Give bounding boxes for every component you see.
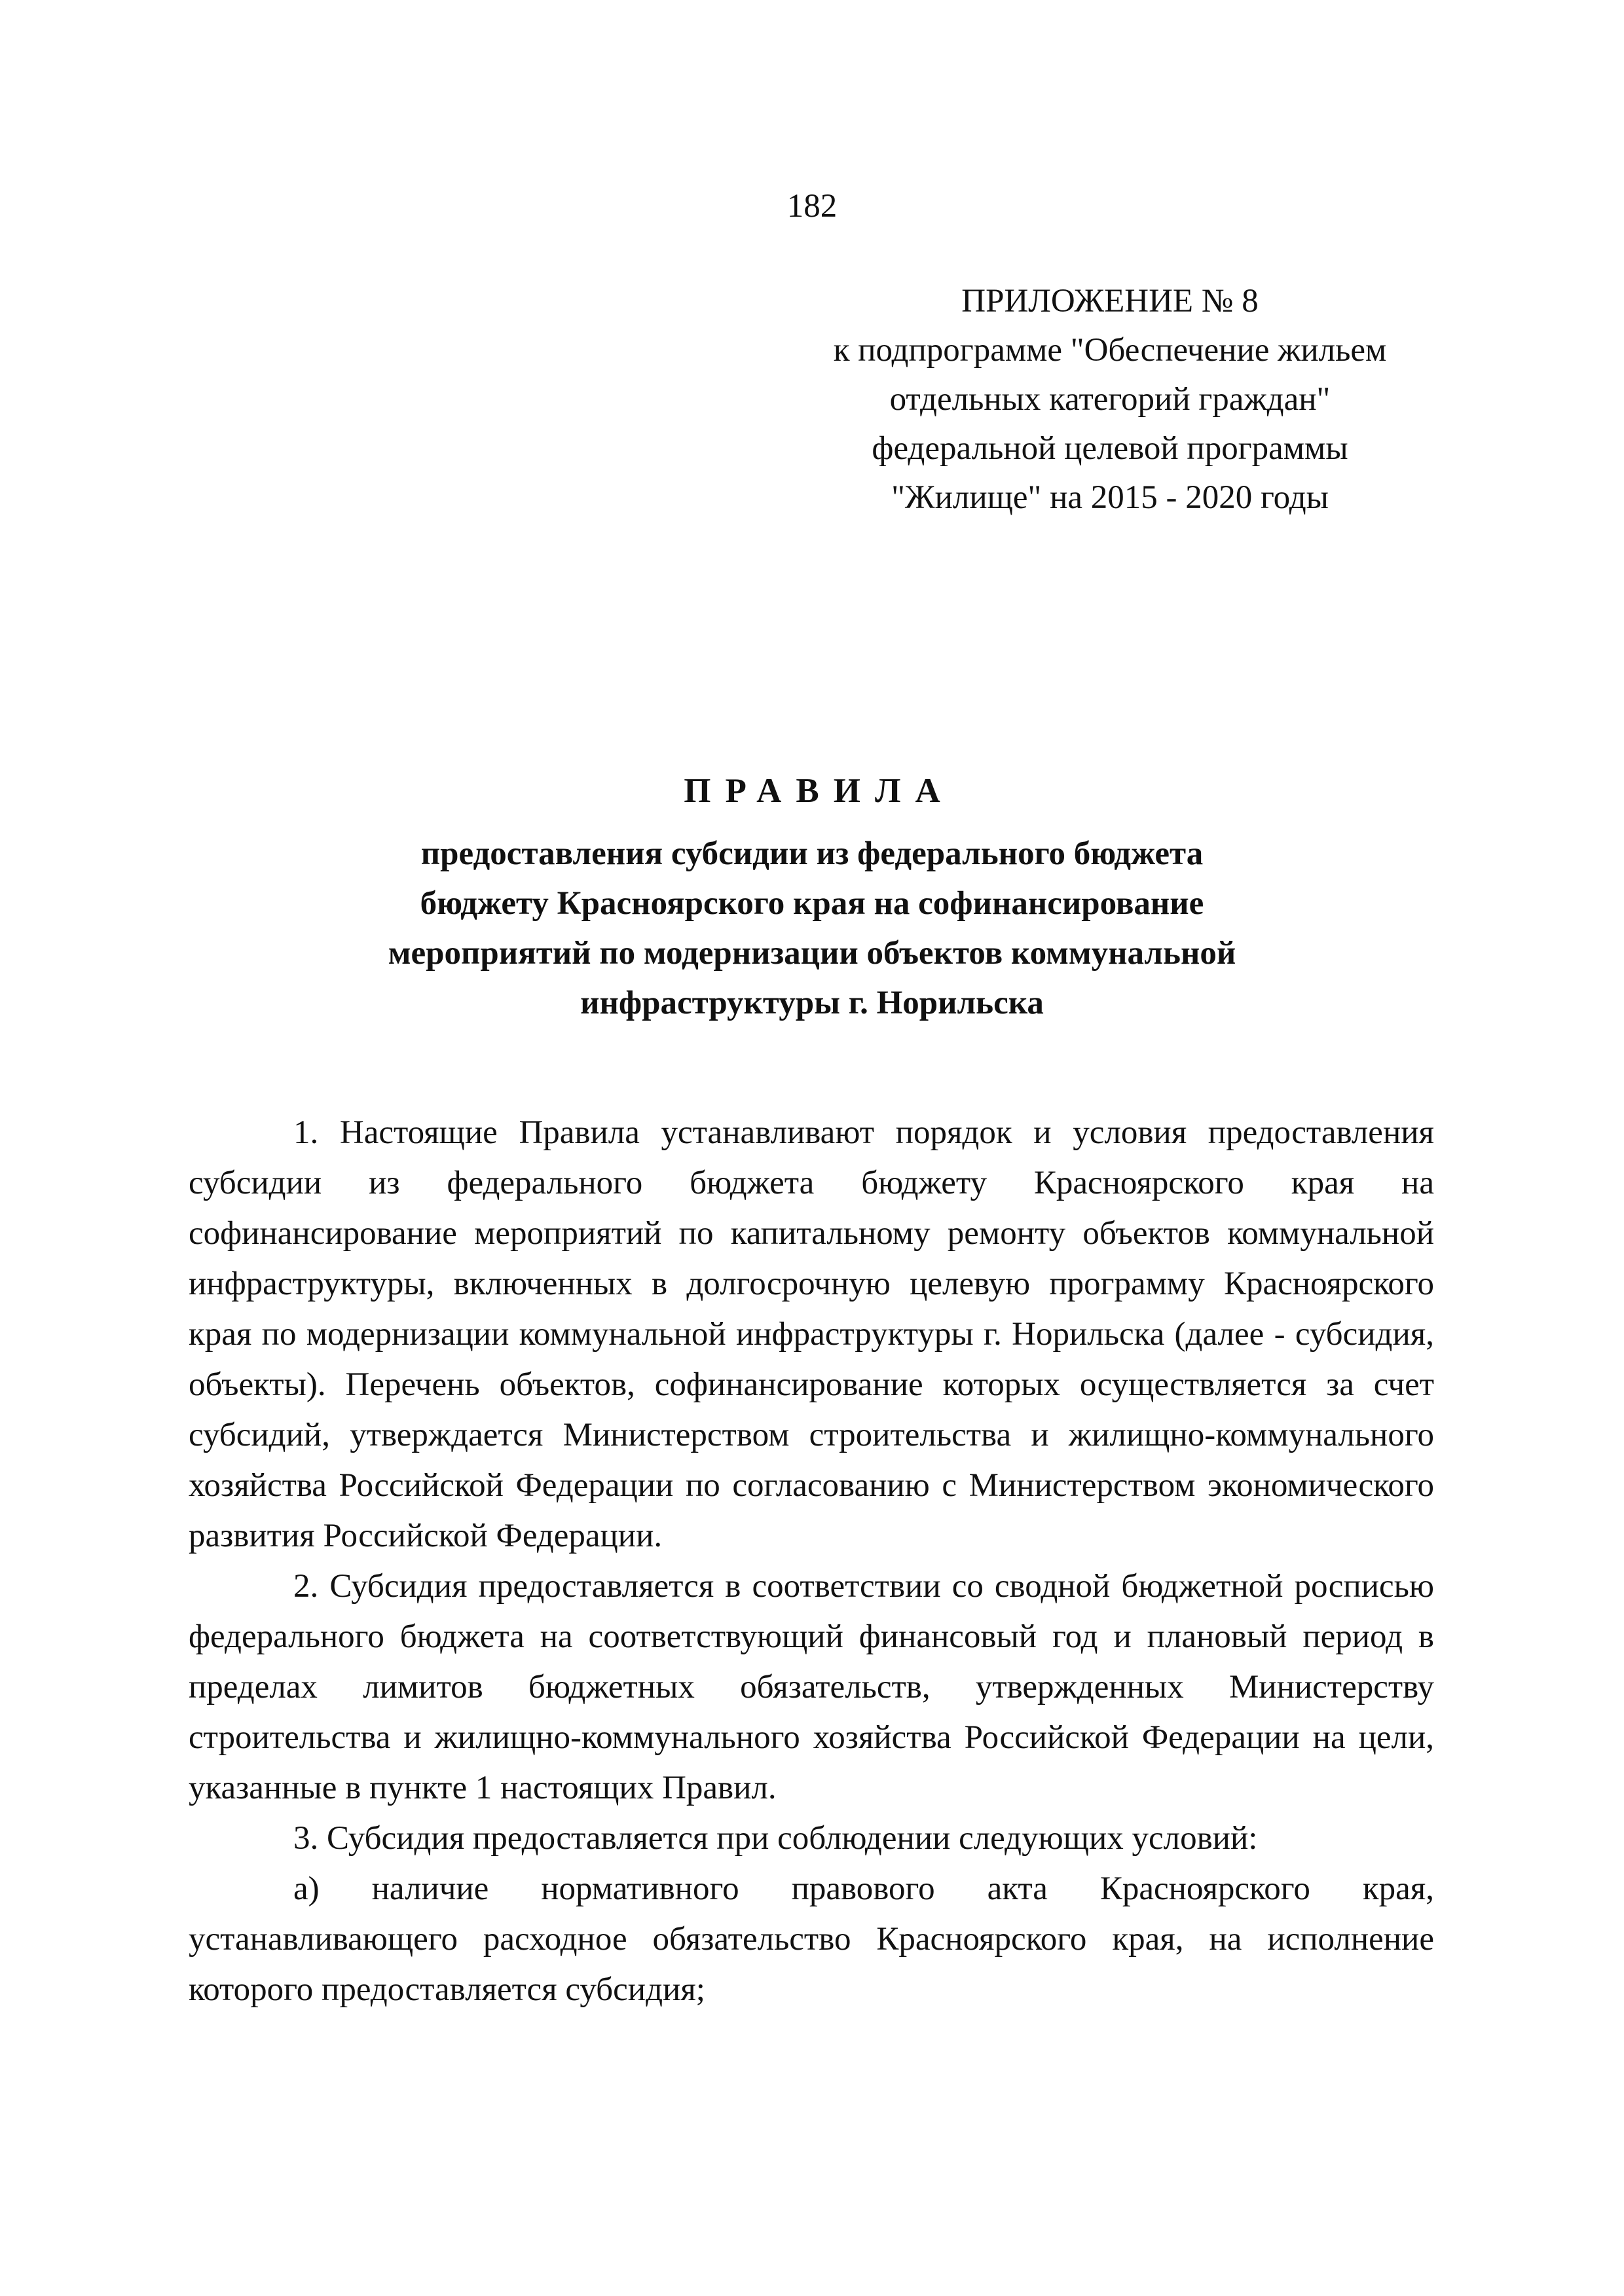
subtitle-line: инфраструктуры г. Норильска (580, 985, 1044, 1021)
page-number: 182 (786, 188, 838, 225)
title-block (0, 765, 1624, 1028)
appendix-reference-line: федеральной целевой программы (872, 430, 1348, 467)
appendix-reference-line: "Жилище" на 2015 - 2020 годы (891, 479, 1329, 516)
paragraph-3a: а) наличие нормативного правового акта Красноярского края, устанавливающего расходное обязательство Красноярского края, на исполнение которого предоставляется субсидия; (189, 1870, 1434, 2008)
paragraph-2: 2. Субсидия предоставляется в соответствии со сводной бюджетной росписью федерального бюджета на соответствующий финансовый год и плановый период в пределах лимитов бюджетных обязательств, утвержденных Министерству строительства и жилищно-коммунального хозяйства Российской Федерации на цели, указанные в пункте 1 настоящих Правил. (189, 1568, 1434, 1806)
paragraph-1: 1. Настоящие Правила устанавливают порядок и условия предоставления субсидии из федерального бюджета бюджету Красноярского края на софинансирование мероприятий по капитальному ремонту объектов коммунальной инфраструктуры, включенных в долгосрочную целевую программу Красноярского края по модернизации коммунальной инфраструктуры г. Норильска (далее - субсидия, объекты). Перечень объектов, софинансирование которых осуществляется за счет субсидий, утверждается Министерством строительства и жилищно-коммунального хозяйства Российской Федерации по согласованию с Министерством экономического развития Российской Федерации. (189, 1114, 1434, 1554)
paragraph-3: 3. Субсидия предоставляется при соблюдении следующих условий: (293, 1820, 1258, 1857)
appendix-label: ПРИЛОЖЕНИЕ № 8 (961, 283, 1259, 319)
appendix-header (773, 277, 1447, 522)
document-title: ПРАВИЛА (684, 772, 955, 810)
subtitle-line: бюджету Красноярского края на софинансирование (420, 885, 1204, 922)
document-body (189, 1108, 1434, 2015)
subtitle-line: мероприятий по модернизации объектов коммунальной (388, 935, 1236, 972)
appendix-reference-line: отдельных категорий граждан" (889, 381, 1331, 418)
document-subtitle (0, 829, 1624, 1028)
subtitle-line: предоставления субсидии из федерального бюджета (420, 835, 1204, 872)
appendix-reference-line: к подпрограмме "Обеспечение жильем (833, 332, 1387, 369)
